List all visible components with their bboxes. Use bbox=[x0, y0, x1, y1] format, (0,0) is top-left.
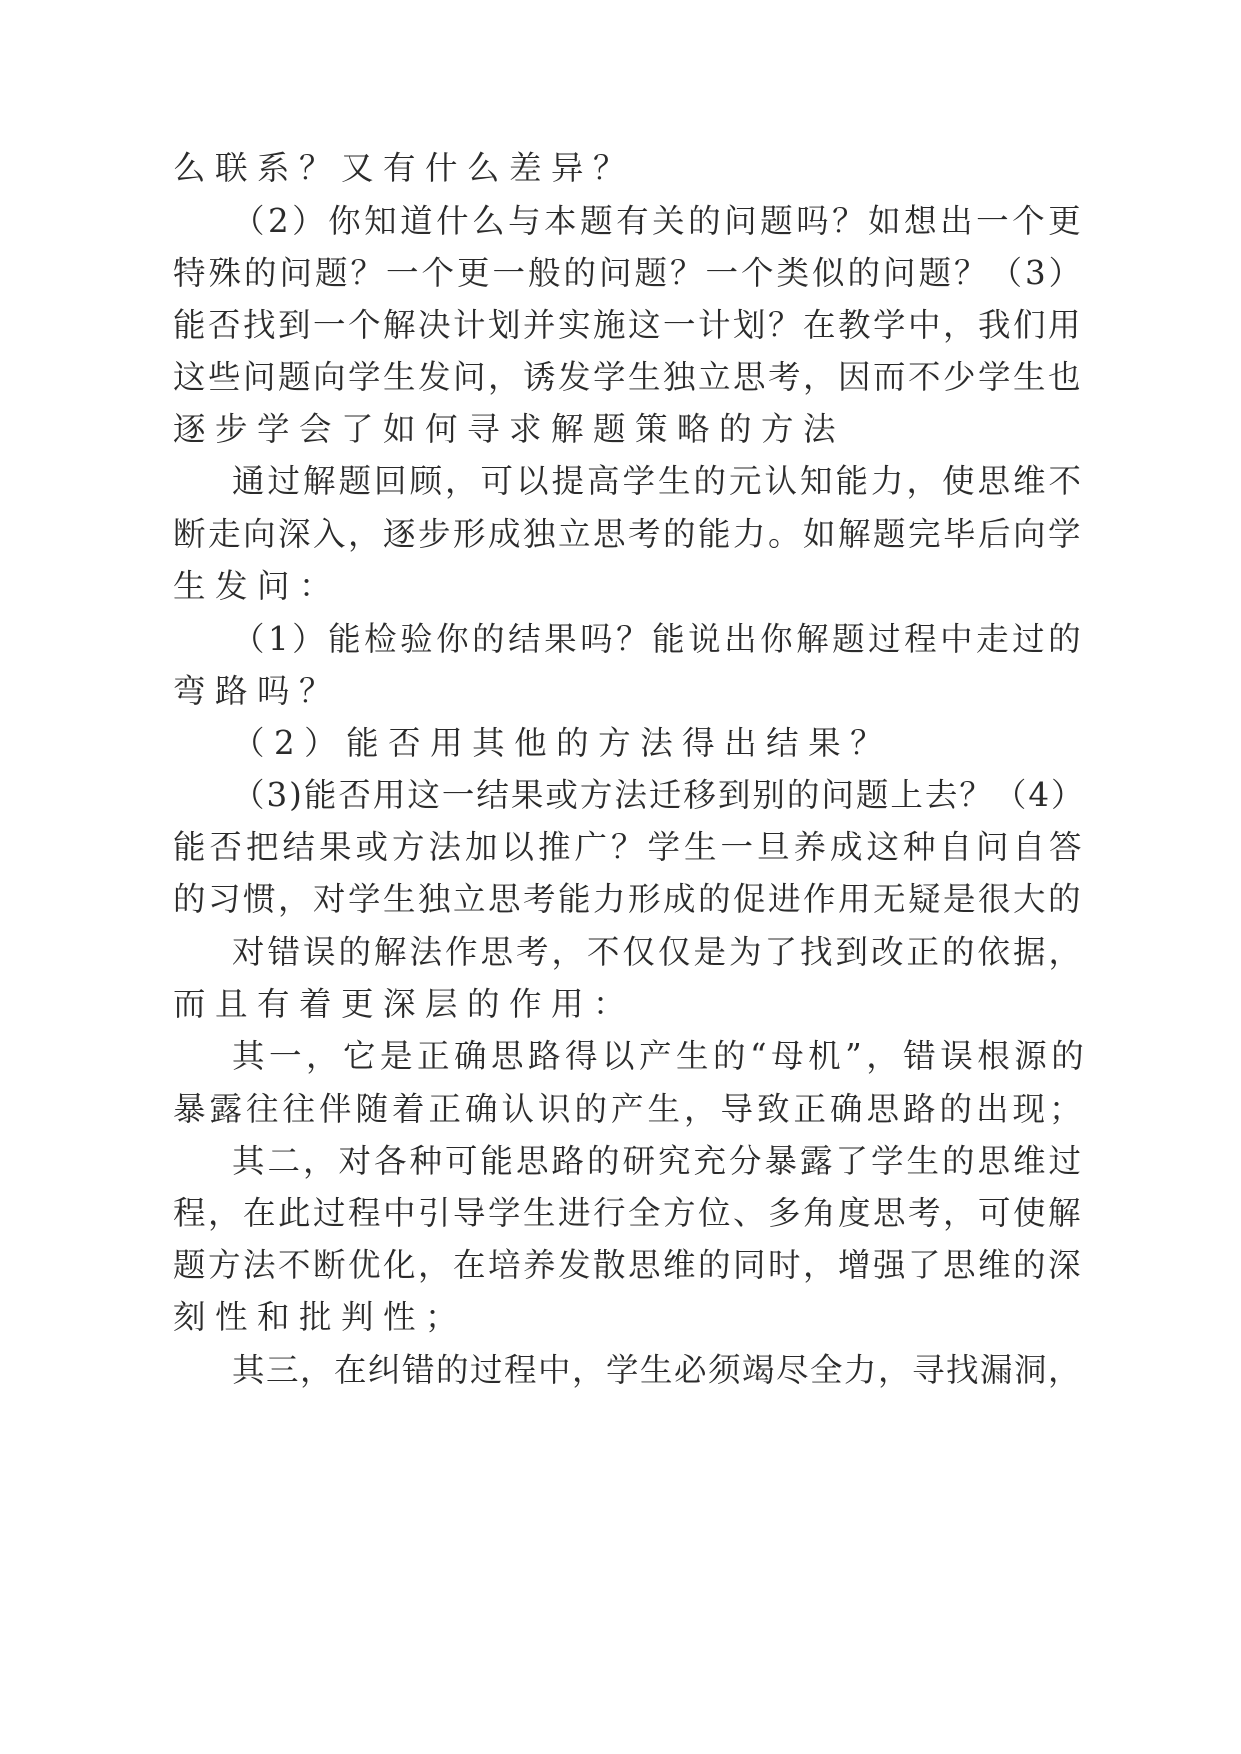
text-line: （3)能否用这一结果或方法迁移到别的问题上去？（4） bbox=[232, 776, 1086, 814]
text-line: 能否把结果或方法加以推广？学生一旦养成这种自问自答 bbox=[173, 828, 1086, 866]
text-line: 其三，在纠错的过程中，学生必须竭尽全力，寻找漏洞， bbox=[232, 1351, 1083, 1389]
text-line: 能否找到一个解决计划并实施这一计划？在教学中，我们用 bbox=[173, 306, 1084, 344]
text-line: 暴露往往伴随着正确认识的产生，导致正确思路的出现； bbox=[173, 1090, 1086, 1128]
text-line: 刻性和批判性； bbox=[173, 1298, 468, 1336]
text-line: 程，在此过程中引导学生进行全方位、多角度思考，可使解 bbox=[173, 1194, 1084, 1232]
text-line: （1）能检验你的结果吗？能说出你解题过程中走过的 bbox=[232, 620, 1085, 658]
text-line: 逐步学会了如何寻求解题策略的方法 bbox=[173, 410, 846, 448]
text-line: （2）你知道什么与本题有关的问题吗？如想出一个更 bbox=[232, 202, 1085, 240]
text-line: 其二，对各种可能思路的研究充分暴露了学生的思维过 bbox=[232, 1142, 1085, 1180]
text-line: 的习惯，对学生独立思考能力形成的促进作用无疑是很大的 bbox=[173, 880, 1084, 918]
text-line: 其一，它是正确思路得以产生的“母机”，错误根源的 bbox=[232, 1037, 1089, 1075]
text-line: 这些问题向学生发问，诱发学生独立思考，因而不少学生也 bbox=[173, 358, 1084, 396]
text-line: 么联系？又有什么差异？ bbox=[173, 149, 636, 187]
text-line: 特殊的问题？一个更一般的问题？一个类似的问题？（3） bbox=[173, 254, 1085, 292]
text-line: 通过解题回顾，可以提高学生的元认知能力，使思维不 bbox=[232, 462, 1085, 500]
text-line: 而且有着更深层的作用： bbox=[173, 985, 636, 1023]
text-line: 题方法不断优化，在培养发散思维的同时，增强了思维的深 bbox=[173, 1246, 1084, 1284]
text-line: 断走向深入，逐步形成独立思考的能力。如解题完毕后向学 bbox=[173, 515, 1084, 553]
text-line: 弯路吗？ bbox=[173, 672, 342, 710]
text-line: 生发问： bbox=[173, 567, 342, 605]
text-line: 对错误的解法作思考，不仅仅是为了找到改正的依据， bbox=[232, 933, 1085, 971]
text-line: （2）能否用其他的方法得出结果？ bbox=[232, 724, 893, 762]
